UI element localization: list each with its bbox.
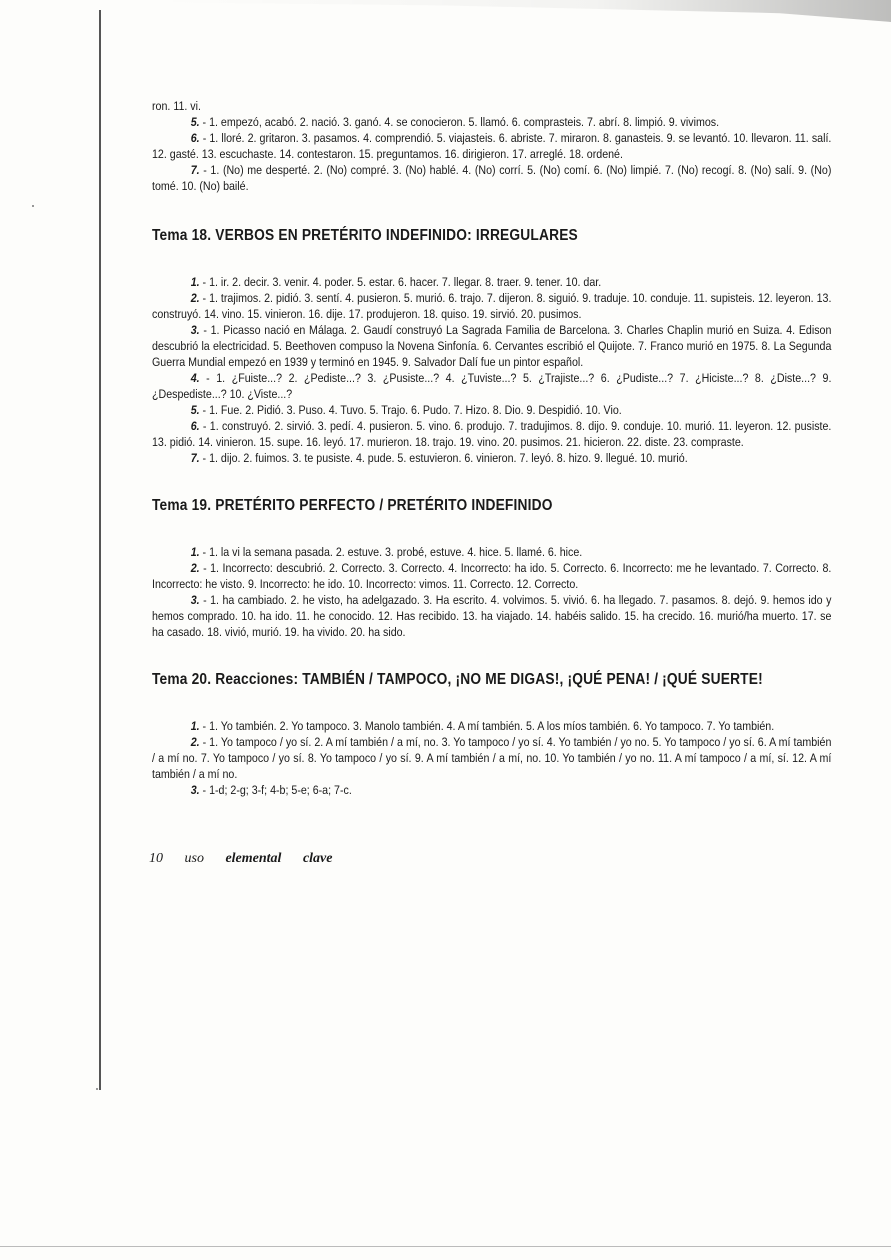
book-name: clave xyxy=(302,851,333,866)
exercise-number: 7. xyxy=(190,163,200,177)
answer-item xyxy=(152,274,831,290)
answer-text: - 1. ha cambiado. 2. he visto, ha adelgazado. 3. Ha escrito. 4. volvimos. 5. vivió. 6. ha llegado. 7. pasamos. 8. dejó. 9. hemos ido y hemos comprado. 10. ha ido. 11. he conocido. 12. Has recibido. 13. ha viajado. 14. habéis salido. 15. ha crecido. 16. murió/ha muerto. 17. se ha casado. 18. vivió, murió. 19. ha vivido. 20. ha sido. xyxy=(152,593,832,639)
answer-text: - 1. empezó, acabó. 2. nació. 3. ganó. 4. se conocieron. 5. llamó. 6. comprasteis. 7. abrí. 8. limpió. 9. vivimos. xyxy=(199,115,720,129)
exercise-number: 2. xyxy=(190,735,200,749)
answer-item xyxy=(152,592,831,640)
exercise-number: 6. xyxy=(190,419,200,433)
answer-key-content xyxy=(152,98,831,798)
tema19-answers xyxy=(152,544,831,640)
scan-speck xyxy=(96,1088,98,1090)
scan-speck xyxy=(32,205,34,207)
answer-text: - 1-d; 2-g; 3-f; 4-b; 5-e; 6-a; 7-c. xyxy=(199,783,352,797)
page-number: 10 xyxy=(149,851,163,866)
answer-item xyxy=(152,130,831,162)
exercise-number: 1. xyxy=(190,719,200,733)
tema17-answers xyxy=(152,114,831,194)
exercise-number: 7. xyxy=(190,451,200,465)
exercise-number: 2. xyxy=(190,561,200,575)
answer-item xyxy=(152,782,831,798)
answer-text: - 1. lloré. 2. gritaron. 3. pasamos. 4. comprendió. 5. viajasteis. 6. abriste. 7. miraron. 8. ganasteis. 9. se levantó. 10. llevaron. 11. salí. 12. gasté. 13. escuchaste. 14. contestaron. 15. preguntamos. 16. dirigieron. 17. arreglé. 18. ordené. xyxy=(152,131,832,161)
scan-shadow xyxy=(150,0,891,22)
answer-text: - 1. ¿Fuiste...? 2. ¿Pediste...? 3. ¿Pusiste...? 4. ¿Tuviste...? 5. ¿Trajiste...? 6. ¿Pudiste...? 7. ¿Hiciste...? 8. ¿Diste...? 9. ¿Despediste...? 10. ¿Viste...? xyxy=(152,371,832,401)
answer-item xyxy=(152,402,831,418)
answer-item xyxy=(152,114,831,130)
answer-item xyxy=(152,450,831,466)
section-title-tema18: Tema 18. VERBOS EN PRETÉRITO INDEFINIDO: IRREGULARES xyxy=(152,227,578,244)
answer-text: - 1. dijo. 2. fuimos. 3. te pusiste. 4. pude. 5. estuvieron. 6. vinieron. 7. leyó. 8. hizo. 9. llegué. 10. murió. xyxy=(199,451,688,465)
binding-edge xyxy=(99,10,101,1090)
answer-item xyxy=(152,418,831,450)
answer-text: - 1. Yo tampoco / yo sí. 2. A mí también / a mí, no. 3. Yo tampoco / yo sí. 4. Yo también / yo no. 5. Yo tampoco / yo sí. 6. A mí también / a mí no. 7. Yo tampoco / yo sí. 8. Yo tampoco / yo sí. 9. A mí también / a mí, no. 10. Yo también / yo no. 11. A mí tampoco / a mí, sí. 12. A mí también / a mí no. xyxy=(152,735,832,781)
exercise-number: 4. xyxy=(190,371,200,385)
exercise-number: 6. xyxy=(190,131,200,145)
answer-item xyxy=(152,322,831,370)
exercise-number: 5. xyxy=(190,403,200,417)
section-title-tema20: Tema 20. Reacciones: TAMBIÉN / TAMPOCO, ¡NO ME DIGAS!, ¡QUÉ PENA! / ¡QUÉ SUERTE! xyxy=(152,671,763,688)
answer-text: - 1. construyó. 2. sirvió. 3. pedí. 4. pusieron. 5. vino. 6. produjo. 7. tradujimos. 8. dijo. 9. conduje. 10. murió. 11. leyeron. 12. pusiste. 13. pidió. 14. vinieron. 15. supe. 16. leyó. 17. murieron. 18. trajo. 19. vino. 20. pusimos. 21. hicieron. 22. diste. 23. compraste. xyxy=(152,419,832,449)
tema18-answers xyxy=(152,274,831,466)
exercise-number: 2. xyxy=(190,291,200,305)
exercise-number: 1. xyxy=(190,545,200,559)
series-name: uso xyxy=(184,851,204,866)
answer-text: - 1. Picasso nació en Málaga. 2. Gaudí construyó La Sagrada Familia de Barcelona. 3. Charles Chaplin murió en Suiza. 4. Edison descubrió la electricidad. 5. Beethoven compuso la Novena Sinfonía. 6. Cervantes escribió el Quijote. 7. Franco murió en 1975. 8. La Segunda Guerra Mundial empezó en 1939 y terminó en 1945. 9. Salvador Dalí fue un pintor español. xyxy=(152,323,832,369)
exercise-number: 3. xyxy=(190,593,200,607)
page-bottom-edge xyxy=(0,1246,891,1247)
section-title-tema19: Tema 19. PRETÉRITO PERFECTO / PRETÉRITO INDEFINIDO xyxy=(152,497,553,514)
answer-text: - 1. Incorrecto: descubrió. 2. Correcto. 3. Correcto. 4. Incorrecto: ha ido. 5. Correcto. 6. Incorrecto: me he levantado. 7. Correcto. 8. Incorrecto: he visto. 9. Incorrecto: he ido. 10. Incorrecto: vimos. 11. Correcto. 12. Correcto. xyxy=(152,561,832,591)
answer-item xyxy=(152,162,831,194)
exercise-number: 1. xyxy=(190,275,200,289)
exercise-number: 3. xyxy=(190,783,200,797)
tema20-answers xyxy=(152,718,831,798)
answer-item xyxy=(152,718,831,734)
answer-item xyxy=(152,290,831,322)
answer-item xyxy=(152,734,831,782)
answer-item xyxy=(152,370,831,402)
answer-text: - 1. (No) me desperté. 2. (No) compré. 3. (No) hablé. 4. (No) corrí. 5. (No) comí. 6. (No) limpié. 7. (No) recogí. 8. (No) salí. 9. (No) tomé. 10. (No) bailé. xyxy=(152,163,832,193)
page-footer xyxy=(149,851,350,867)
exercise-number: 5. xyxy=(190,115,200,129)
intro-line: ron. 11. vi. xyxy=(152,99,201,113)
answer-text: - 1. Yo también. 2. Yo tampoco. 3. Manolo también. 4. A mí también. 5. A los míos también. 6. Yo tampoco. 7. Yo también. xyxy=(199,719,775,733)
level-name: elemental xyxy=(225,851,282,866)
answer-item xyxy=(152,544,831,560)
answer-text: - 1. la vi la semana pasada. 2. estuve. 3. probé, estuve. 4. hice. 5. llamé. 6. hice. xyxy=(199,545,583,559)
exercise-number: 3. xyxy=(190,323,200,337)
answer-text: - 1. trajimos. 2. pidió. 3. sentí. 4. pusieron. 5. murió. 6. trajo. 7. dijeron. 8. siguió. 9. traduje. 10. conduje. 11. supisteis. 12. leyeron. 13. construyó. 14. vino. 15. vinieron. 16. dije. 17. produjeron. 18. quiso. 19. sirvió. 20. pusimos. xyxy=(152,291,832,321)
answer-text: - 1. Fue. 2. Pidió. 3. Puso. 4. Tuvo. 5. Trajo. 6. Pudo. 7. Hizo. 8. Dio. 9. Despidió. 10. Vio. xyxy=(199,403,622,417)
answer-item xyxy=(152,560,831,592)
answer-text: - 1. ir. 2. decir. 3. venir. 4. poder. 5. estar. 6. hacer. 7. llegar. 8. traer. 9. tener. 10. dar. xyxy=(199,275,602,289)
